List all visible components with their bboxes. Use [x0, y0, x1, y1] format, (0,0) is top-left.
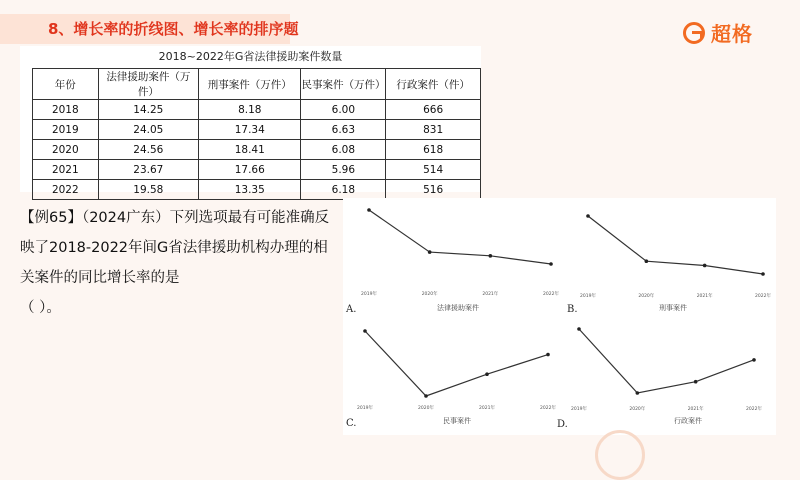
x-tick-label: 2021年 — [482, 292, 499, 297]
table-cell: 618 — [386, 140, 481, 160]
data-point — [363, 329, 367, 333]
series-line — [579, 329, 754, 393]
x-tick-label: 2021年 — [479, 406, 495, 411]
option-line-charts — [343, 198, 776, 435]
table-cell: 2018 — [33, 100, 99, 120]
table-cell: 6.18 — [301, 180, 386, 200]
data-point — [586, 214, 590, 218]
table-cell: 6.63 — [301, 120, 386, 140]
x-tick-label: 2021年 — [696, 294, 713, 299]
options-chart-panel — [343, 198, 776, 435]
x-tick-label: 2019年 — [580, 294, 596, 299]
data-point — [549, 262, 553, 266]
option-letter: A. — [346, 304, 357, 315]
table-row — [33, 120, 481, 140]
x-tick-label: 2022年 — [540, 406, 556, 411]
logo-text: 超格 — [711, 22, 753, 46]
table-cell: 24.05 — [98, 120, 198, 140]
table-cell: 2019 — [33, 120, 99, 140]
table-cell: 19.58 — [98, 180, 198, 200]
table-cell: 17.34 — [199, 120, 301, 140]
g-circle-logo-icon — [683, 22, 705, 44]
data-point — [428, 250, 432, 254]
watermark-logo-icon — [595, 430, 645, 480]
data-point — [694, 380, 698, 384]
table-row — [33, 160, 481, 180]
question-text — [20, 203, 340, 323]
data-point — [367, 208, 371, 212]
x-tick-label: 2020年 — [421, 292, 438, 297]
table-cell: 17.66 — [199, 160, 301, 180]
column-header: 刑事案件（万件） — [199, 69, 301, 100]
table-cell: 18.41 — [199, 140, 301, 160]
table-cell: 514 — [386, 160, 481, 180]
data-point — [489, 254, 493, 258]
table-panel — [20, 46, 481, 196]
brand-logo — [683, 18, 753, 47]
table-cell: 8.18 — [199, 100, 301, 120]
series-line — [588, 216, 763, 274]
question-body: 下列选项最有可能准确反映了2018-2022年间G省法律援助机构办理的相关案件的同比增长率的是 — [20, 210, 330, 286]
table-cell: 831 — [386, 120, 481, 140]
table-cell: 23.67 — [98, 160, 198, 180]
option-letter: D. — [557, 419, 568, 430]
chart-caption: 民事案件 — [443, 417, 471, 425]
x-tick-label: 2022年 — [543, 292, 559, 297]
table-cell: 2021 — [33, 160, 99, 180]
data-point — [577, 327, 581, 331]
series-line — [365, 331, 548, 396]
table-cell: 5.96 — [301, 160, 386, 180]
table-row — [33, 100, 481, 120]
table-cell: 6.08 — [301, 140, 386, 160]
table-row — [33, 140, 481, 160]
table-cell: 24.56 — [98, 140, 198, 160]
x-tick-label: 2019年 — [357, 406, 373, 411]
x-tick-label: 2019年 — [361, 292, 377, 297]
x-tick-label: 2022年 — [755, 294, 771, 299]
answer-blank: （ ）。 — [20, 300, 61, 316]
column-header: 行政案件（件） — [386, 69, 481, 100]
question-tag: 【例65】 — [20, 210, 82, 226]
data-point — [546, 353, 550, 357]
table-cell: 14.25 — [98, 100, 198, 120]
x-tick-label: 2021年 — [687, 407, 704, 412]
option-letter: C. — [346, 418, 357, 429]
x-tick-label: 2020年 — [418, 406, 434, 411]
column-header: 民事案件（万件） — [301, 69, 386, 100]
case-data-table — [32, 68, 481, 200]
data-point — [636, 391, 640, 395]
table-cell: 2022 — [33, 180, 99, 200]
x-tick-label: 2022年 — [746, 407, 762, 412]
data-point — [752, 358, 756, 362]
option-letter: B. — [567, 304, 578, 315]
x-tick-label: 2020年 — [638, 294, 655, 299]
chart-caption: 法律援助案件 — [437, 304, 479, 312]
question-source: （2024广东） — [81, 210, 170, 226]
table-header-row — [33, 69, 481, 100]
table-cell: 666 — [386, 100, 481, 120]
column-header: 年份 — [33, 69, 99, 100]
chart-caption: 刑事案件 — [659, 304, 687, 312]
data-point — [761, 272, 765, 276]
x-tick-label: 2019年 — [571, 407, 587, 412]
table-cell: 13.35 — [199, 180, 301, 200]
table-cell: 2020 — [33, 140, 99, 160]
x-tick-label: 2020年 — [629, 407, 646, 412]
data-point — [424, 394, 428, 398]
page-title: 8、增长率的折线图、增长率的排序题 — [48, 20, 299, 38]
data-point — [645, 259, 649, 263]
table-cell: 6.00 — [301, 100, 386, 120]
data-point — [703, 264, 707, 268]
table-title: 2018~2022年G省法律援助案件数量 — [158, 50, 343, 63]
table-cell: 516 — [386, 180, 481, 200]
chart-caption: 行政案件 — [674, 417, 702, 425]
series-line — [369, 210, 551, 264]
column-header: 法律援助案件（万件） — [98, 69, 198, 100]
table-row — [33, 180, 481, 200]
data-point — [485, 372, 489, 376]
